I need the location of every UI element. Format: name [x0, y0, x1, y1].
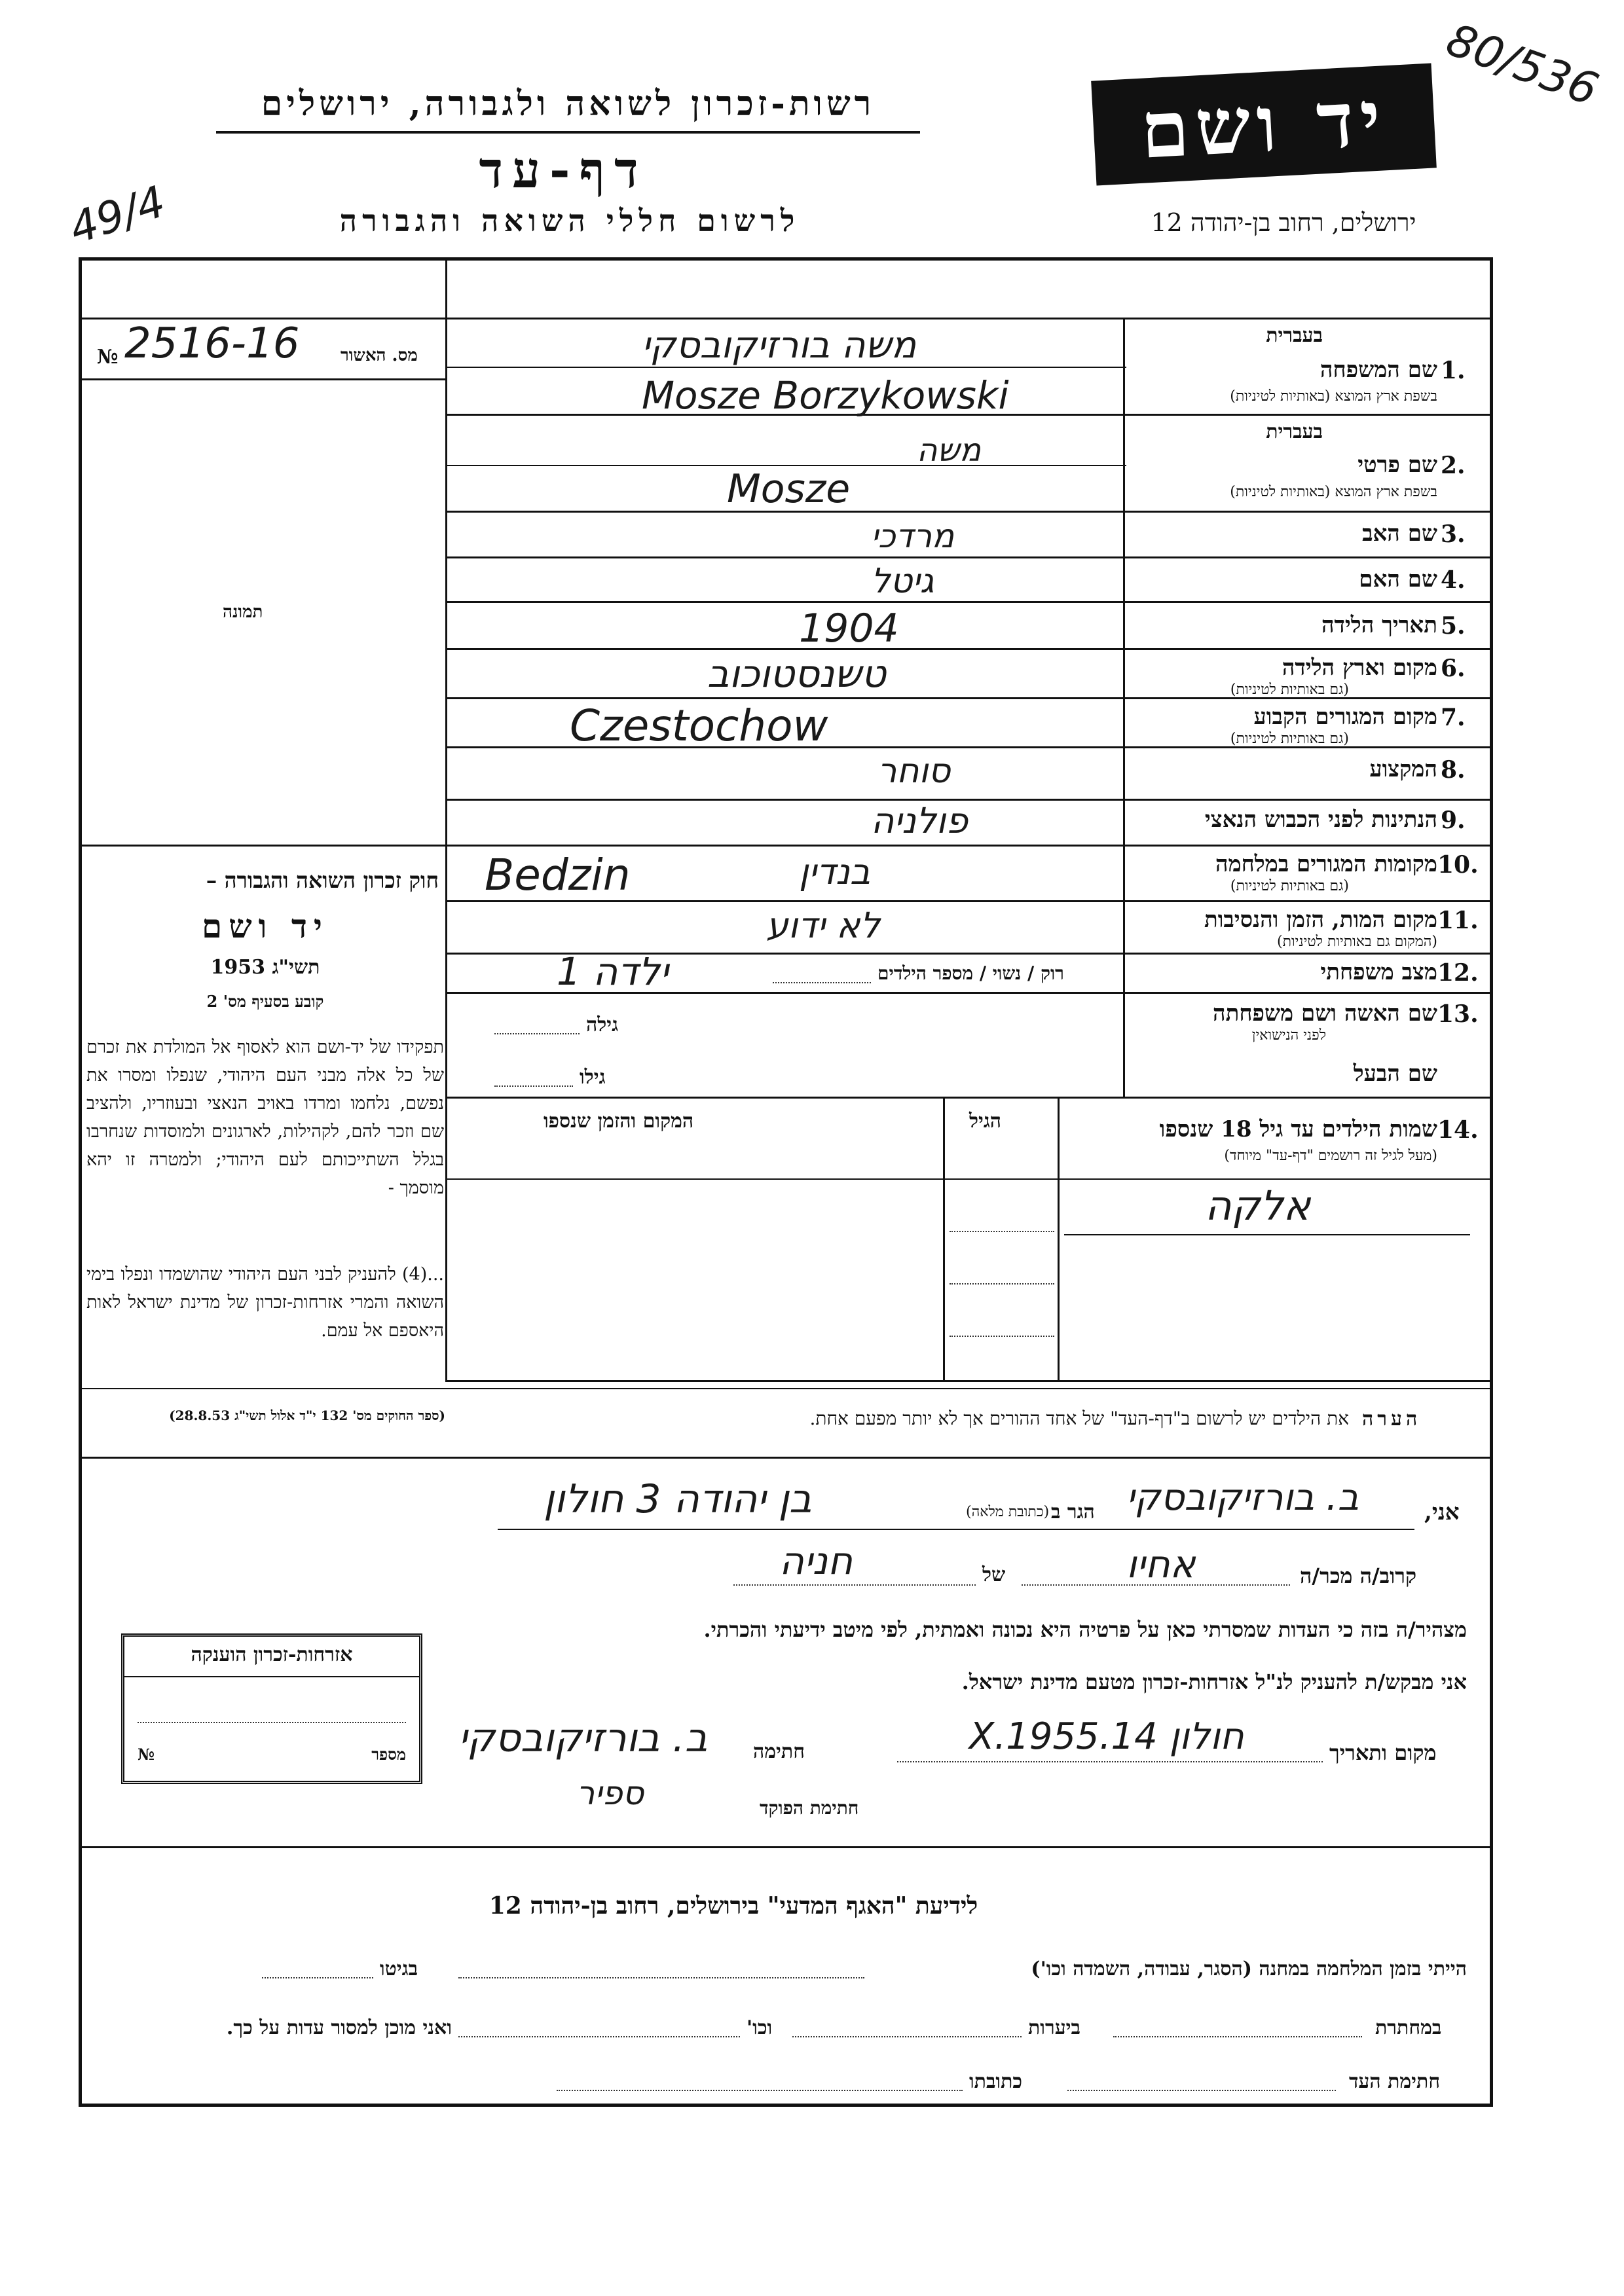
children-row-line	[445, 1178, 1490, 1180]
left-column-border	[445, 257, 447, 1380]
science-top-line	[79, 1846, 1490, 1848]
field-2-value-hebrew: משה	[917, 432, 981, 469]
science-title: לידיעת "האגף המדעי" בירושלים, רחוב בן-יהודה 12	[489, 1892, 978, 1920]
field-13-sub: לפני הנישואין	[1251, 1027, 1326, 1044]
decl-request: אני מבקש/ת להעניק לנ"ל אזרחות-זכרון מטעם מדינת ישראל.	[961, 1669, 1467, 1694]
row-line	[445, 900, 1490, 902]
decl-signature-label: חתימה	[753, 1740, 805, 1763]
children-col-2	[943, 1097, 945, 1381]
science-line2-fill-2	[792, 2036, 1022, 2037]
field-10-value-latin: Bedzin	[485, 850, 631, 900]
field-2-lang: בעברית	[1266, 420, 1323, 443]
field-2-label: שם פרטי	[1357, 452, 1437, 478]
field-8-num: 8.	[1441, 756, 1466, 784]
children-num: 14.	[1437, 1116, 1479, 1144]
field-10-num: 10.	[1437, 851, 1479, 879]
husband-age-label: גילו	[580, 1066, 606, 1089]
field-10-label: מקומות המגורים במלחמה	[1215, 851, 1437, 877]
decl-relative-value: אחיו	[1126, 1542, 1196, 1586]
field-1-value-latin: Mosze Borzykowski	[642, 373, 1009, 418]
note-bottom-line	[79, 1457, 1490, 1459]
decl-name-value: ב. בורזיקובסקי	[1126, 1476, 1359, 1519]
law-citation: (ספר החוקים מס' 132 י"ד אלול תשי"ג 28.8.53)	[169, 1408, 445, 1423]
decl-of-label: של	[982, 1563, 1006, 1586]
row-line	[445, 1097, 1490, 1099]
decl-address-hint: (כתובת מלאה)	[966, 1504, 1050, 1520]
decl-address-value: בן יהודה 3 חולון	[544, 1476, 812, 1522]
field-7-label: מקום המגורים הקבוע	[1253, 704, 1437, 730]
field-2-sub: בשפת ארץ המוצא (באותיות לטיניות)	[1230, 484, 1437, 500]
field-1-value-hebrew: משה בורזיקובסקי	[642, 324, 917, 367]
field-7-sub: (גם באותיות לטיניות)	[1230, 731, 1349, 747]
field-12-num: 12.	[1437, 959, 1479, 987]
science-line1b: בגיטו	[380, 1958, 418, 1980]
marital-options: רוק / נשוי / מספר הילדים	[877, 962, 1064, 984]
law-year: תשי"ג 1953	[210, 956, 320, 979]
husband-label: שם הבעל	[1353, 1061, 1437, 1087]
decl-line-2b	[733, 1584, 976, 1586]
field-4-label: שם האם	[1359, 566, 1437, 592]
children-name-line	[1064, 1234, 1470, 1235]
note-top-line	[79, 1388, 1490, 1389]
decl-inspector-value: ספיר	[576, 1774, 644, 1812]
citizenship-box	[121, 1633, 422, 1784]
note-label: הערה	[1362, 1408, 1422, 1430]
decl-i-label: אני,	[1424, 1499, 1460, 1525]
field-9-num: 9.	[1441, 807, 1466, 834]
law-clause: קובע בסעיף מס' 2	[206, 992, 324, 1011]
children-place-header: המקום והזמן שנספו	[544, 1110, 694, 1133]
citizenship-box-no: №	[138, 1745, 155, 1764]
field-13-label: שם האשה ושם משפחתה	[1213, 1000, 1437, 1027]
field-11-sub: (המקום גם באותיות לטיניות)	[1277, 934, 1437, 950]
field-8-value: סוחר	[877, 752, 951, 791]
row-line	[445, 367, 1126, 368]
field-3-label: שם האב	[1362, 520, 1437, 547]
field-1-num: 1.	[1441, 357, 1466, 384]
science-line3-fill-1	[1067, 2090, 1336, 2091]
field-10-value-hebrew: בנדין	[799, 851, 871, 892]
children-col-1	[1058, 1097, 1060, 1381]
authority-name: רשות-זכרון לשואה ולגבורה, ירושלים	[261, 84, 876, 124]
children-row-line-3	[950, 1336, 1054, 1337]
field-2-value-latin: Mosze	[727, 466, 851, 512]
children-sub: (מעל לגיל זה רושמים "דף-עד" מיוחד)	[1224, 1148, 1437, 1164]
field-11-value: לא ידוע	[766, 905, 881, 946]
decl-line-1	[498, 1529, 1414, 1530]
approval-divider	[79, 378, 447, 380]
decl-date-line	[897, 1761, 1323, 1762]
form-subtitle: לרשום חללי השואה והגבורה	[339, 203, 800, 238]
science-line2d: ואני מוכן למסור עדות על כך.	[226, 2016, 452, 2039]
children-row-line-2	[950, 1283, 1054, 1285]
approval-label: מס. האשור	[341, 346, 418, 365]
child-name-value: אלקה	[1205, 1182, 1311, 1230]
field-2-num: 2.	[1441, 452, 1466, 479]
decl-statement: מצהיר/ה בזה כי העדות שמסרתי כאן על פרטיה היא נכונה ואמתית, לפי מיטב ידיעתי והכרתי.	[703, 1617, 1467, 1642]
row-line	[445, 601, 1490, 603]
science-line3a: חתימת העד	[1349, 2070, 1441, 2093]
form-title: דף-עד	[479, 141, 648, 199]
field-1-label: שם המשפחה	[1320, 357, 1437, 383]
law-text-2: ...(4) להעניק לבני העם היהודי שהושמדו ונפלו בימי השואה והמרי אזרחות-זכרון של מדינת ישראל לאות היאספם אל עמם.	[86, 1264, 444, 1341]
photo-label: תמונה	[223, 602, 263, 622]
wife-age-label: גילה	[586, 1013, 619, 1036]
husband-age-line	[494, 1085, 573, 1087]
science-line2-fill-1	[1113, 2036, 1362, 2037]
children-label: שמות הילדים עד גיל 18 שנספו	[1159, 1116, 1437, 1142]
label-column-border	[1123, 318, 1125, 1097]
citizenship-box-divider	[124, 1676, 419, 1677]
logo-text: יד ושם	[1138, 72, 1390, 176]
field-9-value: פולניה	[871, 800, 969, 841]
field-9-label: הנתינות לפני הכבוש הנאצי	[1204, 807, 1437, 833]
decl-of-value: חניה	[779, 1539, 853, 1583]
row-line	[445, 511, 1490, 513]
field-7-num: 7.	[1441, 704, 1466, 731]
decl-relative-label: קרוב/ה מכר/ה	[1300, 1563, 1417, 1588]
law-name: יד ושם	[202, 907, 329, 945]
children-row-line-1	[950, 1231, 1054, 1232]
address-line: ירושלים, רחוב בן-יהודה 12	[1151, 208, 1416, 237]
field-6-value: טשנסטוכוב	[707, 651, 886, 696]
field-5-num: 5.	[1441, 612, 1466, 640]
field-1-sub: בשפת ארץ המוצא (באותיות לטיניות)	[1230, 388, 1437, 405]
law-text-1: תפקידו של יד-ושם הוא לאסוף אל המולדת את זכרם של כל אלה מבני העם היהודי, שנפלו ומסרו את נפשם, נלחמו ומרדו באויב הנאצי ובעוזריו, ולהציב שם וזכר להם, לקהילות, לארגונים ולמוסדות שנחרבו בגלל השתייכותם לעם היהודי; ולמטרה זו יהא מוסמך -	[86, 1037, 444, 1198]
row-line	[445, 556, 1490, 558]
decl-signature-value: ב. בורזיקובסקי	[458, 1715, 708, 1761]
field-6-sub: (גם באותיות לטיניות)	[1230, 682, 1349, 698]
decl-residing: הגר ב	[1051, 1501, 1095, 1523]
header-underline	[216, 131, 920, 134]
corner-annotation: 80/536	[1439, 14, 1605, 117]
science-line2b: ביערות	[1028, 2016, 1081, 2039]
field-3-value: מרדכי	[871, 517, 955, 555]
science-line2c: וכו'	[747, 2016, 773, 2039]
photo-divider	[79, 845, 447, 847]
field-11-label: מקום המות, הזמן והנסיבות	[1204, 907, 1437, 933]
row-line	[445, 845, 1490, 847]
citizenship-box-number-label: מספר	[371, 1745, 406, 1764]
decl-line-2a	[1022, 1584, 1290, 1586]
wife-age-line	[494, 1033, 580, 1034]
science-line3-fill-2	[557, 2090, 963, 2091]
approval-no-sign: №	[97, 346, 119, 369]
decl-place-date-label: מקום ותאריך	[1329, 1740, 1437, 1765]
field-7-value: Czestochow	[570, 701, 828, 751]
field-5-value: 1904	[799, 606, 899, 651]
science-line2a: במחתרת	[1375, 2016, 1442, 2039]
field-8-label: המקצוע	[1369, 756, 1437, 782]
children-count-line	[773, 982, 871, 983]
science-line1-fill	[458, 1977, 864, 1978]
science-line1-fill-2	[262, 1977, 373, 1978]
field-12-label: מצב משפחתי	[1320, 959, 1437, 985]
side-annotation: 49/4	[63, 175, 172, 255]
children-age-header: הגיל	[969, 1110, 1002, 1133]
field-4-num: 4.	[1441, 566, 1466, 594]
row-line	[445, 648, 1490, 650]
citizenship-box-line	[138, 1722, 406, 1723]
decl-place-date-value: חולון 14.X.1955	[969, 1715, 1244, 1758]
science-line1a: הייתי בזמן המלחמה במחנה (הסגר, עבודה, השמדה וכו')	[1031, 1958, 1467, 1980]
field-6-num: 6.	[1441, 655, 1466, 682]
field-10-sub: (גם באותיות לטיניות)	[1230, 878, 1349, 894]
field-4-value: גיטל	[871, 562, 934, 601]
science-line3b: כתובתו	[969, 2070, 1023, 2093]
children-bottom-line	[445, 1380, 1490, 1382]
field-5-label: תאריך הלידה	[1321, 612, 1437, 638]
yad-vashem-logo	[1091, 64, 1437, 186]
field-12-value: ילדה 1	[557, 949, 669, 994]
law-heading: חוק זכרון השואה והגבורה –	[206, 867, 439, 893]
citizenship-box-title: אזרחות-זכרון הוענקה	[191, 1643, 353, 1666]
note-text: את הילדים יש לרשום ב"דף-העד" של אחד ההורים אך לא יותר מפעם אחת.	[809, 1408, 1349, 1429]
science-line2-fill-3	[458, 2036, 740, 2037]
field-13-num: 13.	[1437, 1000, 1479, 1028]
field-6-label: מקום וארץ הלידה	[1282, 655, 1437, 681]
decl-inspector-label: חתימת הפוקד	[760, 1797, 859, 1819]
approval-number: 2516-16	[124, 319, 300, 368]
field-11-num: 11.	[1437, 907, 1479, 934]
field-3-num: 3.	[1441, 520, 1466, 548]
field-1-lang: בעברית	[1266, 324, 1323, 347]
